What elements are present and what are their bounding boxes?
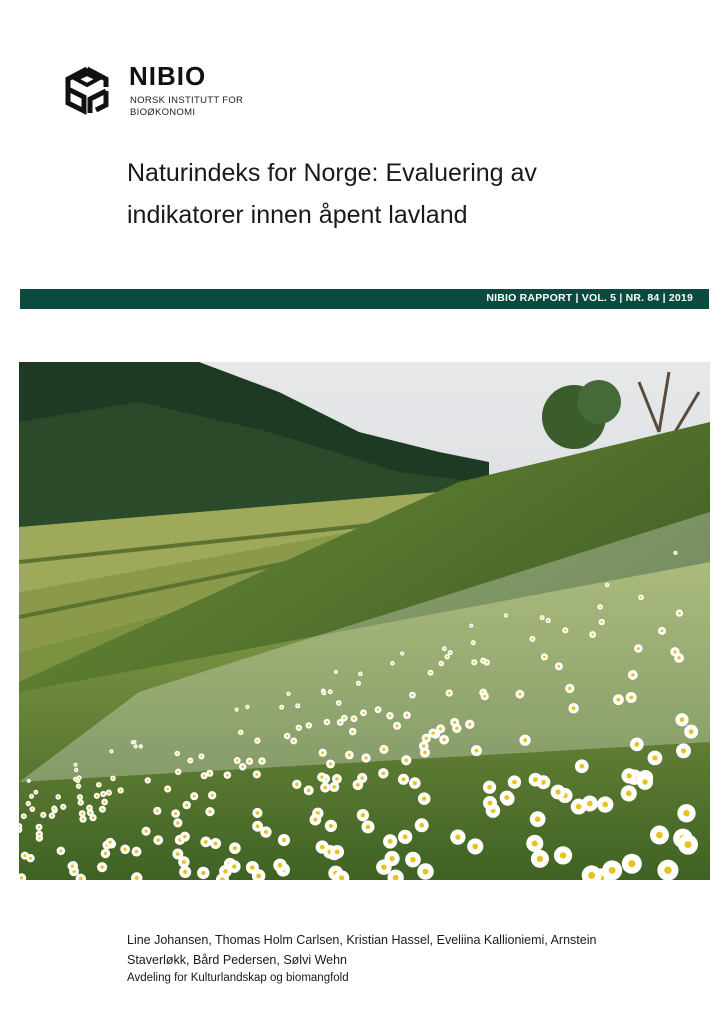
logo-subtitle (130, 95, 243, 119)
nibio-hexagon-logo-icon (62, 65, 112, 117)
author-list: Line Johansen, Thomas Holm Carlsen, Kristian Hassel, Eveliina Kallioniemi, Arnstein Staverløkk, Bård Pedersen, Sølvi Wehn (127, 933, 597, 967)
logo-name: NIBIO (129, 61, 207, 91)
series-band (20, 289, 709, 309)
logo-subtitle-line1: NORSK INSTITUTT FOR (130, 95, 244, 106)
meadow-with-daisies-photo (19, 362, 710, 880)
logo-subtitle-line2: BIOØKONOMI (130, 107, 196, 118)
cover-photo (19, 362, 710, 880)
report-title: Naturindeks for Norge: Evaluering av indikatorer innen åpent lavland (127, 159, 537, 229)
series-info: NIBIO RAPPORT | VOL. 5 | NR. 84 | 2019 (486, 292, 693, 304)
nibio-logo (62, 63, 252, 123)
department: Avdeling for Kulturlandskap og biomangfold (127, 972, 349, 984)
